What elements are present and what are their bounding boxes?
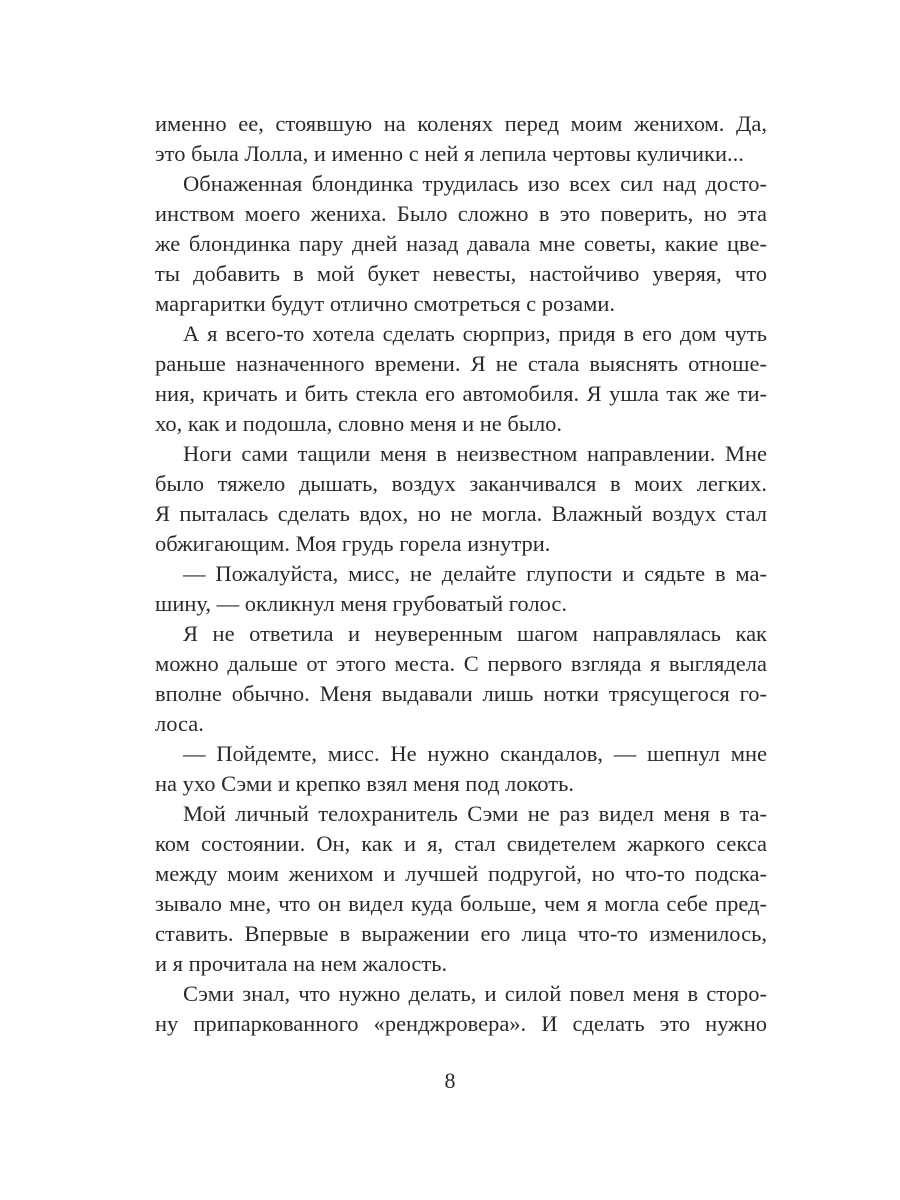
paragraph [155,979,767,1039]
text-line: это была Лолла, и именно с ней я лепила чертовы куличики... [155,141,744,166]
text-line: — Пожалуйста, мисс, не делайте глупости и сядьте в ма- [183,561,767,586]
text-line: на ухо Сэми и крепко взял меня под локоть. [155,771,574,796]
text-line: Сэми знал, что нужно делать, и силой повел меня в сторо- [183,981,767,1006]
text-line: ния, кричать и бить стекла его автомобиля. Я ушла так же ти- [155,381,767,406]
paragraph [155,109,767,169]
text-line: ком состоянии. Он, как и я, стал свидетелем жаркого секса [155,831,767,856]
text-line: А я всего-то хотела сделать сюрприз, придя в его дом чуть [183,321,767,346]
text-line: именно ее, стоявшую на коленях перед моим женихом. Да, [155,111,767,136]
text-line: маргаритки будут отлично смотреться с розами. [155,291,616,316]
body-text [155,109,767,1039]
text-line: Обнаженная блондинка трудилась изо всех сил над досто- [183,171,767,196]
text-line: Я пыталась сделать вдох, но не могла. Влажный воздух стал [155,501,767,526]
text-line: Мой личный телохранитель Сэми не раз видел меня в та- [183,801,767,826]
text-line: вполне обычно. Меня выдавали лишь нотки трясущегося го- [155,681,767,706]
text-line: хо, как и подошла, словно меня и не было. [155,411,563,436]
text-line: Ноги сами тащили меня в неизвестном направлении. Мне [183,441,767,466]
paragraph [155,799,767,979]
text-line: ну припаркованного «ренджровера». И сделать это нужно [155,1011,767,1036]
text-line: инством моего жениха. Было сложно в это поверить, но эта [155,201,767,226]
paragraph [155,559,767,619]
text-line: ты добавить в мой букет невесты, настойчиво уверяя, что [155,261,767,286]
text-line: раньше назначенного времени. Я не стала выяснять отноше- [155,351,767,376]
text-line: ставить. Впервые в выражении его лица что-то изменилось, [155,921,767,946]
text-line: между моим женихом и лучшей подругой, но что-то подска- [155,861,767,886]
paragraph [155,739,767,799]
text-line: шину, — окликнул меня грубоватый голос. [155,591,568,616]
text-line: обжигающим. Моя грудь горела изнутри. [155,531,551,556]
page-number: 8 [444,1068,456,1093]
text-line: и я прочитала на нем жалость. [155,951,448,976]
text-line: было тяжело дышать, воздух заканчивался в моих легких. [155,471,767,496]
paragraph [155,439,767,559]
paragraph [155,619,767,739]
text-line: можно дальше от этого места. С первого взгляда я выглядела [155,651,767,676]
paragraph [155,319,767,439]
text-line: лоса. [155,711,204,736]
text-line: Я не ответила и неуверенным шагом направлялась как [183,621,767,646]
text-line: зывало мне, что он видел куда больше, чем я могла себе пред- [155,891,767,916]
text-line: — Пойдемте, мисс. Не нужно скандалов, — шепнул мне [183,741,767,766]
paragraph [155,169,767,319]
text-line: же блондинка пару дней назад давала мне советы, какие цве- [155,231,767,256]
